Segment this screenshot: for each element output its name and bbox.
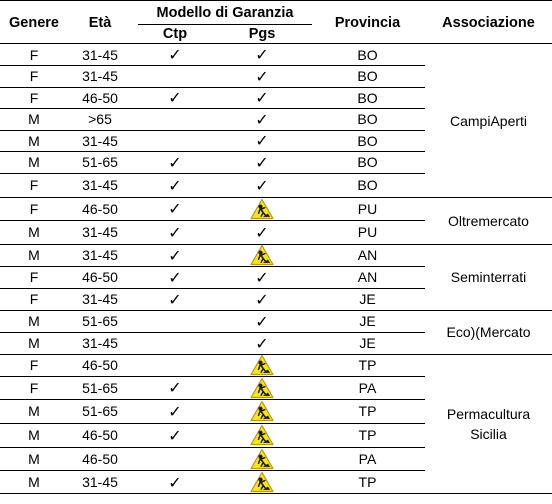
- table-top-border: [0, 0, 552, 1]
- cell-eta: 51-65: [82, 379, 118, 396]
- cell-eta: 31-45: [82, 177, 118, 193]
- cell-genere: F: [29, 357, 39, 373]
- cell-eta: 51-65: [82, 313, 118, 329]
- checkmark-icon: ✓: [168, 152, 182, 172]
- under-construction-warning-icon: [250, 377, 274, 399]
- cell-genere: M: [28, 313, 40, 329]
- cell-provincia: PU: [357, 224, 378, 240]
- checkmark-icon: ✓: [168, 289, 182, 309]
- cell-provincia: BO: [357, 89, 378, 106]
- cell-ctp: [150, 447, 200, 470]
- cell-eta: 51-65: [82, 154, 118, 170]
- under-construction-warning-icon: [250, 424, 274, 446]
- cell-ctp: [150, 470, 200, 494]
- cell-eta: 46-50: [82, 450, 118, 467]
- checkmark-icon: ✓: [168, 45, 182, 64]
- cell-provincia: BO: [357, 154, 378, 170]
- cell-genere: M: [28, 111, 40, 127]
- cell-provincia: PA: [358, 450, 377, 467]
- cell-eta: 31-45: [82, 247, 118, 263]
- cell-genere: M: [28, 224, 40, 240]
- checkmark-icon: ✓: [168, 401, 182, 421]
- cell-provincia: BO: [357, 68, 378, 84]
- checkmark-icon: ✓: [255, 45, 269, 64]
- cell-pgs: [237, 376, 287, 399]
- checkmark-icon: ✓: [255, 333, 269, 353]
- cell-eta: 31-45: [82, 224, 118, 240]
- cell-ctp: [150, 288, 200, 310]
- header-genere: Genere: [9, 15, 59, 31]
- association-cell: [425, 244, 552, 310]
- checkmark-icon: ✓: [255, 289, 269, 309]
- under-construction-warning-icon: [250, 354, 274, 376]
- cell-eta: 31-45: [82, 132, 118, 149]
- cell-provincia: PA: [358, 379, 377, 396]
- header-ctp: Ctp: [162, 26, 188, 42]
- header-provincia: Provincia: [334, 15, 401, 31]
- checkmark-icon: ✓: [255, 152, 269, 172]
- cell-genere: F: [29, 269, 39, 285]
- cell-provincia: PU: [357, 200, 378, 217]
- cell-ctp: [150, 65, 200, 87]
- cell-genere: M: [28, 335, 40, 351]
- checkmark-icon: ✓: [255, 175, 269, 195]
- cell-pgs: [237, 173, 287, 197]
- checkmark-icon: ✓: [168, 175, 182, 195]
- cell-eta: 31-45: [82, 291, 118, 307]
- cell-pgs: [237, 65, 287, 87]
- cell-eta: 46-50: [82, 200, 118, 217]
- cell-provincia: BO: [357, 132, 378, 149]
- cell-eta: 31-45: [82, 68, 118, 84]
- cell-genere: F: [29, 89, 39, 106]
- cell-provincia: JE: [359, 291, 376, 307]
- under-construction-warning-icon: [250, 244, 274, 266]
- cell-pgs: [237, 354, 287, 376]
- cell-pgs: [237, 87, 287, 108]
- checkmark-icon: ✓: [255, 109, 269, 129]
- cell-eta: 31-45: [82, 46, 118, 63]
- cell-pgs: [237, 108, 287, 130]
- cell-genere: M: [28, 450, 40, 467]
- cell-ctp: [150, 354, 200, 376]
- cell-genere: F: [29, 200, 39, 217]
- cell-provincia: AN: [357, 247, 378, 263]
- association-name: Eco)(Mercato: [446, 324, 531, 340]
- cell-pgs: [237, 310, 287, 332]
- cell-pgs: [237, 447, 287, 470]
- checkmark-icon: ✓: [168, 378, 182, 397]
- checkmark-icon: ✓: [168, 472, 182, 492]
- header-pgs: Pgs: [248, 26, 276, 42]
- cell-ctp: [150, 423, 200, 447]
- cell-eta: 51-65: [82, 403, 118, 419]
- cell-ctp: [150, 399, 200, 423]
- cell-genere: F: [29, 46, 39, 63]
- cell-provincia: TP: [358, 357, 377, 373]
- association-cell: [425, 354, 552, 494]
- cell-ctp: [150, 44, 200, 65]
- cell-pgs: [237, 288, 287, 310]
- cell-genere: M: [28, 403, 40, 419]
- cell-pgs: [237, 44, 287, 65]
- checkmark-icon: ✓: [255, 131, 269, 150]
- cell-provincia: AN: [357, 269, 378, 285]
- checkmark-icon: ✓: [168, 245, 182, 265]
- under-construction-warning-icon: [250, 471, 274, 493]
- cell-ctp: [150, 376, 200, 399]
- cell-genere: M: [28, 474, 40, 490]
- checkmark-icon: ✓: [168, 199, 182, 218]
- association-name: CampiAperti: [449, 112, 528, 129]
- checkmark-icon: ✓: [168, 267, 182, 287]
- under-construction-warning-icon: [250, 448, 274, 470]
- checkmark-icon: ✓: [168, 425, 182, 445]
- cell-genere: M: [28, 132, 40, 149]
- checkmark-icon: ✓: [168, 222, 182, 242]
- cell-eta: 31-45: [82, 335, 118, 351]
- cell-genere: F: [29, 291, 39, 307]
- cell-eta: 31-45: [82, 474, 118, 490]
- cell-ctp: [150, 220, 200, 244]
- cell-provincia: TP: [358, 403, 377, 419]
- association-name: Permacultura: [446, 406, 531, 422]
- association-cell: [425, 310, 552, 354]
- cell-provincia: JE: [359, 313, 376, 329]
- cell-ctp: [150, 130, 200, 151]
- cell-provincia: JE: [359, 335, 376, 351]
- cell-pgs: [237, 470, 287, 494]
- association-name: Sicilia: [470, 426, 507, 442]
- under-construction-warning-icon: [250, 400, 274, 422]
- cell-pgs: [237, 197, 287, 220]
- cell-genere: F: [29, 177, 39, 193]
- cell-pgs: [237, 332, 287, 354]
- cell-eta: 46-50: [82, 357, 118, 373]
- cell-ctp: [150, 310, 200, 332]
- cell-eta: 46-50: [82, 427, 118, 443]
- checkmark-icon: ✓: [255, 88, 269, 107]
- cell-pgs: [237, 130, 287, 151]
- cell-ctp: [150, 173, 200, 197]
- cell-genere: M: [28, 427, 40, 443]
- cell-pgs: [237, 266, 287, 288]
- association-name: Oltremercato: [448, 212, 529, 229]
- cell-provincia: BO: [357, 177, 378, 193]
- checkmark-icon: ✓: [255, 311, 269, 331]
- cell-genere: M: [28, 154, 40, 170]
- cell-ctp: [150, 108, 200, 130]
- cell-ctp: [150, 266, 200, 288]
- cell-genere: M: [28, 247, 40, 263]
- header-eta: Età: [88, 15, 112, 31]
- cell-eta: >65: [88, 111, 112, 127]
- cell-ctp: [150, 197, 200, 220]
- cell-provincia: BO: [357, 111, 378, 127]
- under-construction-warning-icon: [250, 198, 274, 220]
- cell-pgs: [237, 244, 287, 266]
- checkmark-icon: ✓: [168, 88, 182, 107]
- cell-provincia: BO: [357, 46, 378, 63]
- cell-pgs: [237, 220, 287, 244]
- checkmark-icon: ✓: [255, 267, 269, 287]
- association-cell: [425, 197, 552, 244]
- association-cell: [425, 44, 552, 197]
- cell-ctp: [150, 151, 200, 173]
- checkmark-icon: ✓: [255, 222, 269, 242]
- cell-eta: 46-50: [82, 269, 118, 285]
- cell-provincia: TP: [358, 474, 377, 490]
- cell-pgs: [237, 423, 287, 447]
- header-associazione: Associazione: [442, 15, 535, 31]
- cell-provincia: TP: [358, 427, 377, 443]
- cell-pgs: [237, 151, 287, 173]
- cell-ctp: [150, 244, 200, 266]
- cell-genere: F: [29, 68, 39, 84]
- cell-ctp: [150, 87, 200, 108]
- cell-genere: F: [29, 379, 39, 396]
- cell-ctp: [150, 332, 200, 354]
- cell-eta: 46-50: [82, 89, 118, 106]
- header-modello-di-garanzia: Modello di Garanzia: [156, 5, 294, 21]
- association-name: Seminterrati: [450, 269, 527, 285]
- checkmark-icon: ✓: [255, 66, 269, 86]
- cell-pgs: [237, 399, 287, 423]
